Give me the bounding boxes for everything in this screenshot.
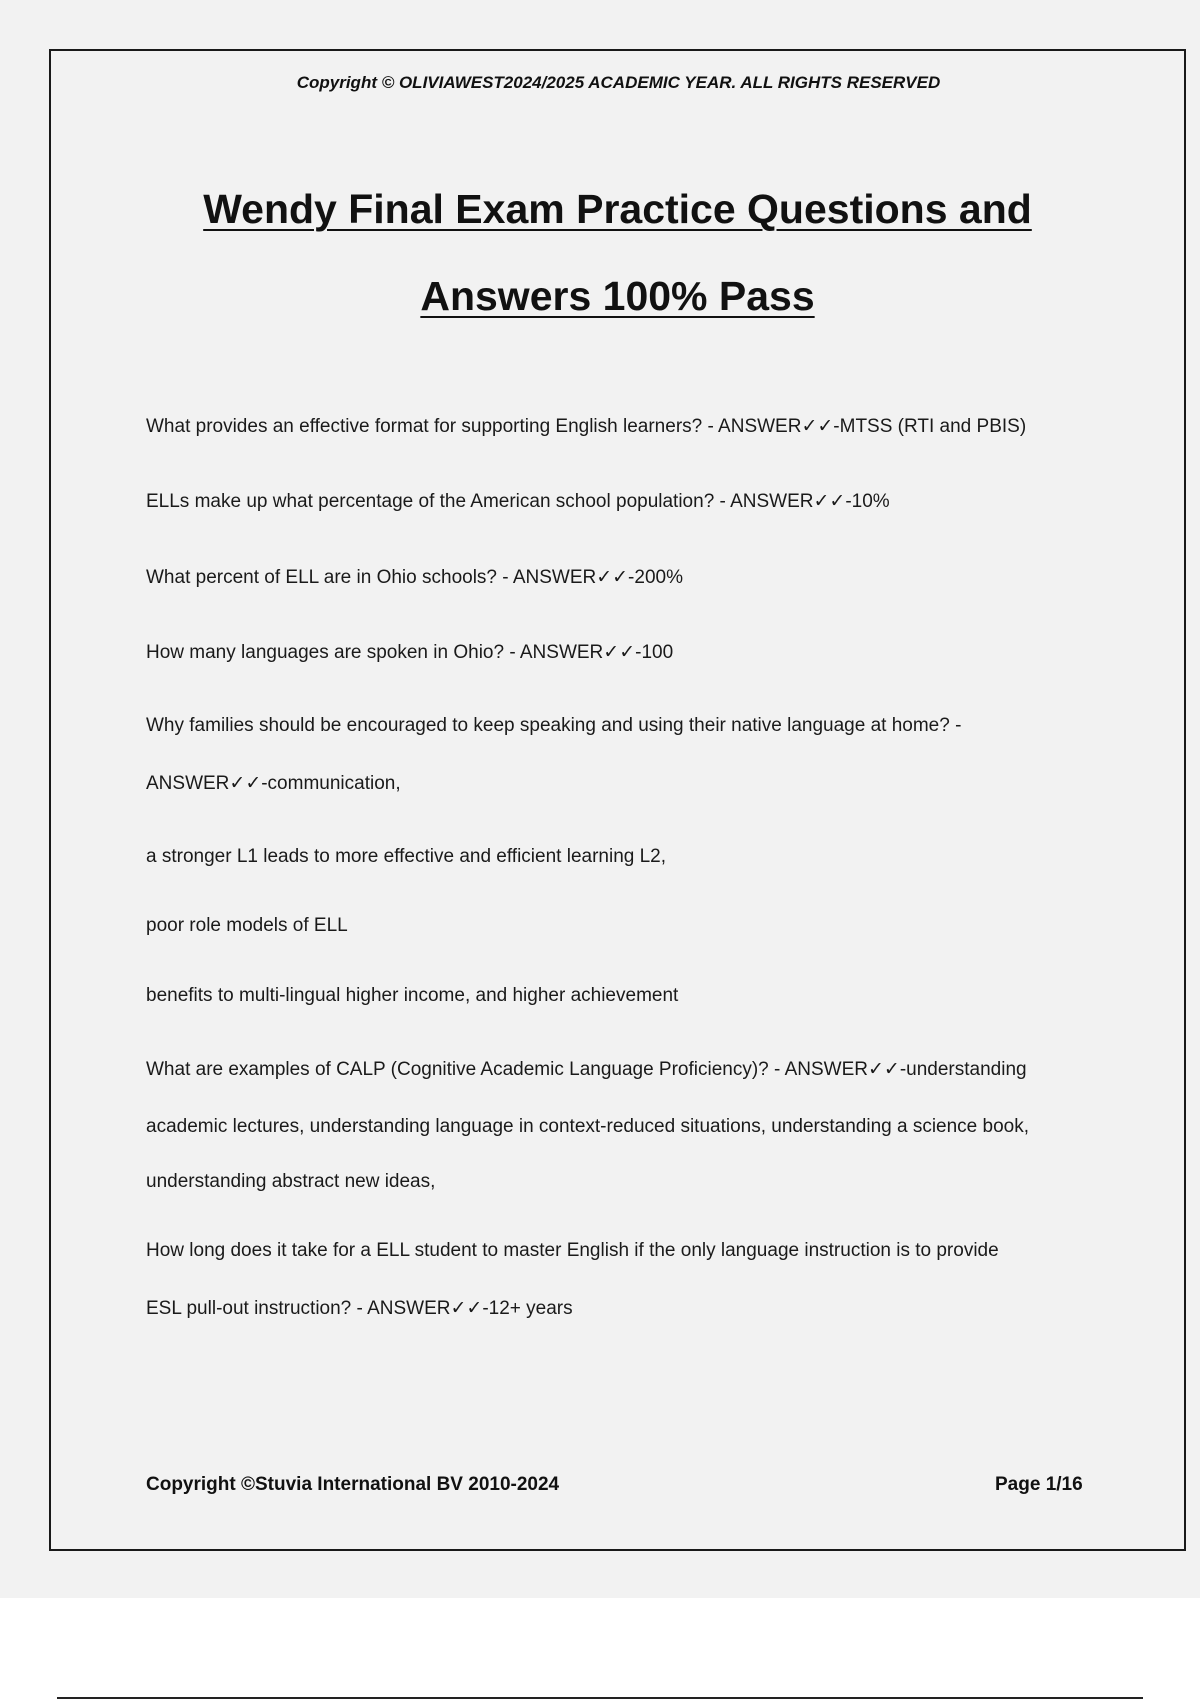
qa-line: What provides an effective format for supporting English learners? - ANSWER✓✓-MTSS (RTI and PBIS) — [146, 416, 1027, 437]
qa-line: How long does it take for a ELL student to master English if the only language instruction is to provide — [146, 1240, 999, 1261]
footer-copyright: Copyright ©Stuvia International BV 2010-2024 — [146, 1474, 560, 1495]
title-line-1: Wendy Final Exam Practice Questions and — [203, 186, 1032, 232]
qa-line: benefits to multi-lingual higher income, and higher achievement — [146, 985, 679, 1006]
header-copyright: Copyright © OLIVIAWEST2024/2025 ACADEMIC YEAR. ALL RIGHTS RESERVED — [296, 73, 941, 92]
qa-line: ANSWER✓✓-communication, — [146, 773, 401, 794]
qa-line: Why families should be encouraged to keep speaking and using their native language at home? - — [146, 715, 962, 736]
qa-line: What are examples of CALP (Cognitive Academic Language Proficiency)? - ANSWER✓✓-understanding — [146, 1059, 1027, 1080]
qa-line: poor role models of ELL — [146, 915, 348, 936]
title-line-2: Answers 100% Pass — [420, 273, 815, 319]
qa-line: understanding abstract new ideas, — [146, 1171, 436, 1192]
qa-line: a stronger L1 leads to more effective and efficient learning L2, — [146, 846, 667, 867]
qa-line: What percent of ELL are in Ohio schools? - ANSWER✓✓-200% — [146, 567, 683, 588]
page-divider — [57, 1697, 1143, 1699]
qa-line: academic lectures, understanding language in context-reduced situations, understanding a science book, — [146, 1116, 1030, 1137]
qa-line: How many languages are spoken in Ohio? - ANSWER✓✓-100 — [146, 642, 674, 663]
document-title — [100, 166, 1135, 340]
page-number: Page 1/16 — [995, 1474, 1083, 1495]
qa-line: ELLs make up what percentage of the American school population? - ANSWER✓✓-10% — [146, 491, 890, 512]
qa-line: ESL pull-out instruction? - ANSWER✓✓-12+ years — [146, 1298, 573, 1319]
